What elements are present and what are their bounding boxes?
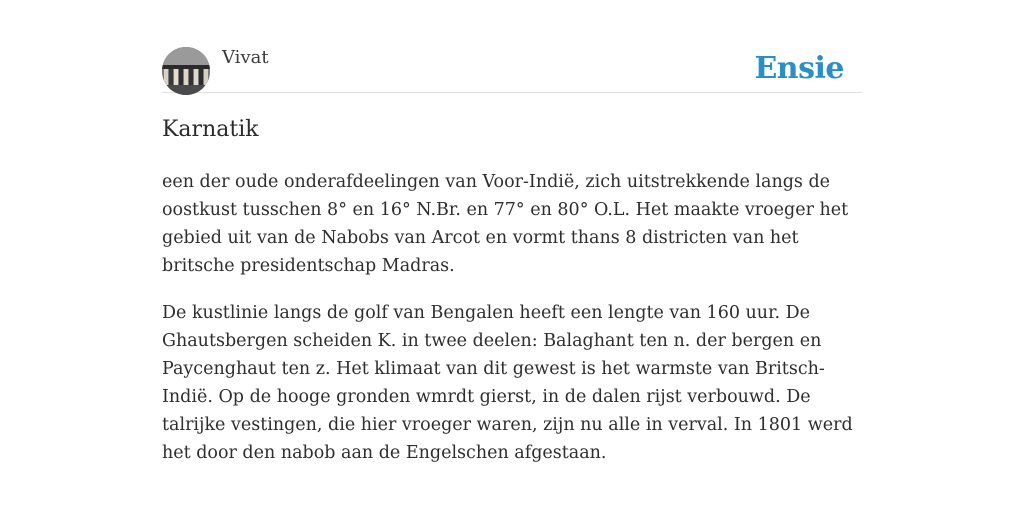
book-spines-icon	[162, 47, 210, 95]
article-paragraph: een der oude onderafdeelingen van Voor-Indië, zich uitstrekkende langs de oostkust tusschen 8° en 16° N.Br. en 77° en 80° O.L. Het maakte vroeger het gebied uit van de Nabobs van Arcot en vormt thans 8 districten van het britsche presidentschap Madras.	[162, 172, 849, 276]
brand-logo[interactable]: Ensie	[754, 51, 844, 86]
avatar[interactable]	[162, 47, 210, 95]
article-title: Karnatik	[162, 117, 259, 142]
header	[162, 0, 862, 93]
page-container	[162, 0, 862, 463]
source-name[interactable]: Vivat	[222, 47, 269, 68]
article-paragraph: De kustlinie langs de golf van Bengalen heeft een lengte van 160 uur. De Ghautsbergen scheiden K. in twee deelen: Balaghant ten n. der bergen en Paycenghaut ten z. Het klimaat van dit gewest is het warmste van Britsch-Indië. Op de hooge gronden wmrdt gierst, in de dalen rijst verbouwd. De talrijke vestingen, die hier vroeger waren, zijn nu alle in verval. In 1801 werd het door den nabob aan de Engelschen afgestaan.	[162, 303, 853, 463]
